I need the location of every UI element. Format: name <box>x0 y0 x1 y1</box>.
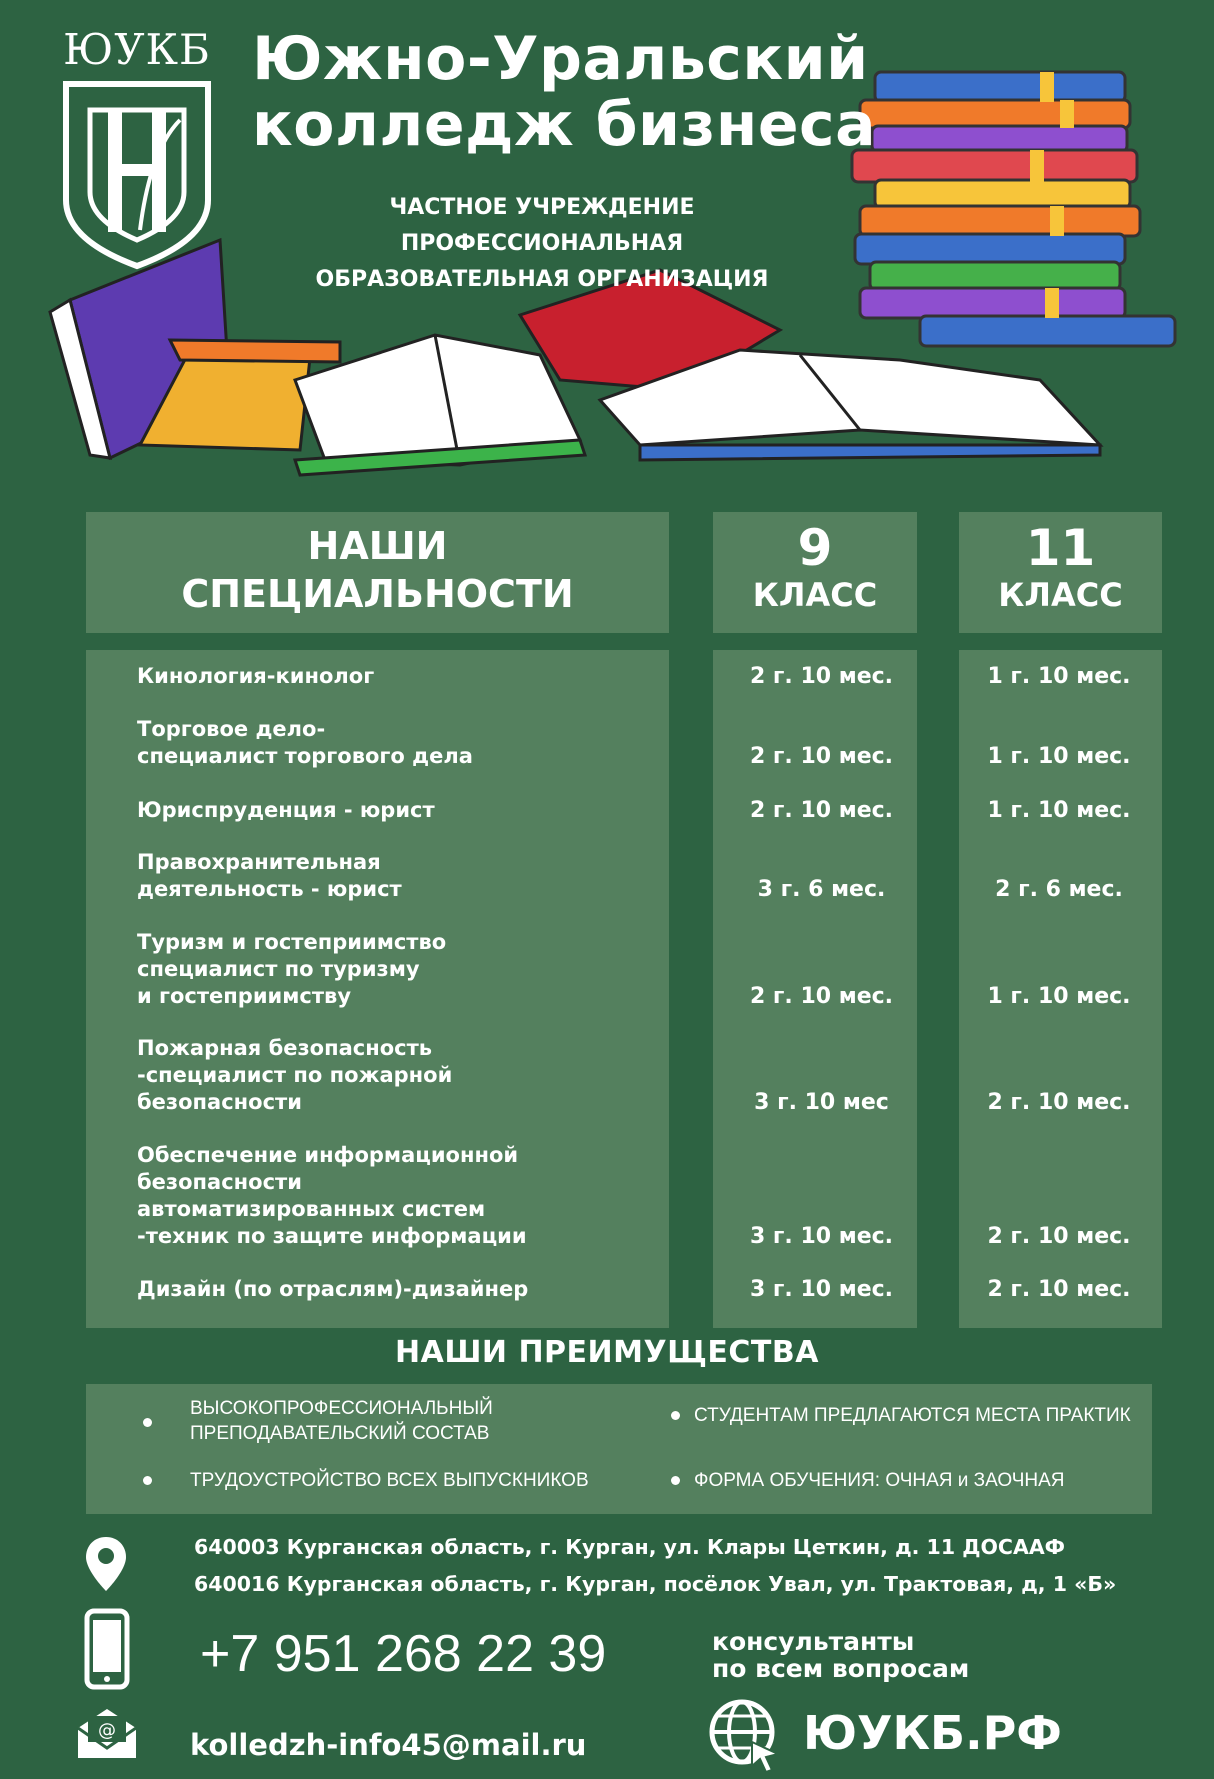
specialties-header-line-1: НАШИ <box>307 524 448 568</box>
specialty-name: Кинология-кинолог <box>137 664 375 688</box>
specialties-header <box>86 512 669 633</box>
address-line-1: 640003 Курганская область, г. Курган, ул. Клары Цеткин, д. 11 ДОСААФ <box>194 1535 1066 1559</box>
grade11-label: КЛАСС <box>998 576 1123 614</box>
title-line-1: Южно-Уральский <box>252 24 869 94</box>
grade11-duration: 2 г. 10 мес. <box>987 1090 1131 1115</box>
grade9-duration: 3 г. 10 мес <box>754 1090 889 1115</box>
advantage-item: ТРУДОУСТРОЙСТВО ВСЕХ ВЫПУСКНИКОВ <box>190 1470 589 1491</box>
location-pin-icon <box>84 1535 128 1593</box>
bullet-icon <box>671 1411 680 1420</box>
grade11-header <box>959 512 1162 633</box>
grade11-duration: 2 г. 10 мес. <box>987 1224 1131 1249</box>
grade9-duration: 2 г. 10 мес. <box>749 984 894 1009</box>
bullet-icon <box>671 1476 680 1485</box>
email-address[interactable]: kolledzh-info45@mail.ru <box>190 1728 587 1762</box>
grade11-duration: 2 г. 10 мес. <box>987 1277 1131 1302</box>
advantages-title: НАШИ ПРЕИМУЩЕСТВА <box>395 1335 819 1370</box>
grade11-duration: 2 г. 6 мес. <box>995 877 1123 902</box>
consultants-note <box>712 1628 969 1682</box>
grade9-duration: 2 г. 10 мес. <box>749 798 894 823</box>
advantage-item: ФОРМА ОБУЧЕНИЯ: ОЧНАЯ и ЗАОЧНАЯ <box>694 1470 1065 1491</box>
specialties-header-line-2: СПЕЦИАЛЬНОСТИ <box>181 572 574 616</box>
specialty-name: Торговое дело- специалист торгового дела <box>137 717 473 768</box>
grade9-duration: 3 г. 10 мес. <box>749 1277 894 1302</box>
shield-icon <box>60 80 214 270</box>
specialty-name: Обеспечение информационной безопасности автоматизированных систем -техник по защите информации <box>137 1143 527 1248</box>
logo-abbreviation: ЮУКБ <box>63 25 211 74</box>
college-logo <box>52 25 222 273</box>
college-title <box>252 26 876 158</box>
college-subtitle <box>252 190 832 298</box>
consult-line-2: по всем вопросам <box>712 1654 970 1683</box>
specialty-name: Юриспруденция - юрист <box>137 798 435 822</box>
subtitle-line-1: ЧАСТНОЕ УЧРЕЖДЕНИЕ ПРОФЕССИОНАЛЬНАЯ <box>389 195 695 256</box>
grade9-duration: 2 г. 10 мес. <box>749 744 894 769</box>
grade11-duration: 1 г. 10 мес. <box>987 664 1131 689</box>
grade11-number: 11 <box>1025 519 1096 577</box>
grade9-number: 9 <box>797 519 833 577</box>
specialty-name: Дизайн (по отраслям)-дизайнер <box>137 1277 529 1301</box>
phone-number[interactable]: +7 951 268 22 39 <box>200 1625 607 1683</box>
grade11-duration: 1 г. 10 мес. <box>987 744 1131 769</box>
bullet-icon <box>143 1418 152 1427</box>
specialty-name: Пожарная безопасность -специалист по пожарной безопасности <box>137 1036 453 1114</box>
grade11-duration: 1 г. 10 мес. <box>987 984 1131 1009</box>
advantage-item: ВЫСОКОПРОФЕССИОНАЛЬНЫЙ ПРЕПОДАВАТЕЛЬСКИЙ СОСТАВ <box>190 1398 493 1444</box>
grade9-duration: 3 г. 6 мес. <box>757 877 886 902</box>
grade9-duration: 3 г. 10 мес. <box>749 1224 894 1249</box>
grade9-label: КЛАСС <box>752 576 878 614</box>
phone-icon <box>84 1608 130 1690</box>
grade11-duration: 1 г. 10 мес. <box>987 798 1131 823</box>
consult-line-1: консультанты <box>712 1627 915 1656</box>
title-line-2: колледж бизнеса <box>252 90 877 160</box>
grade9-duration: 2 г. 10 мес. <box>749 664 894 689</box>
specialty-name: Туризм и гостеприимство специалист по туризму и гостеприимству <box>137 930 447 1008</box>
grade9-header <box>713 512 917 633</box>
address-line-2: 640016 Курганская область, г. Курган, посёлок Увал, ул. Трактовая, д, 1 «Б» <box>194 1572 1117 1596</box>
subtitle-line-2: ОБРАЗОВАТЕЛЬНАЯ ОРГАНИЗАЦИЯ <box>315 267 769 292</box>
advantage-item: СТУДЕНТАМ ПРЕДЛАГАЮТСЯ МЕСТА ПРАКТИК <box>694 1405 1131 1426</box>
website-link[interactable]: ЮУКБ.РФ <box>803 1706 1062 1760</box>
specialty-name: Правохранительная деятельность - юрист <box>137 850 402 901</box>
globe-icon <box>708 1698 784 1774</box>
bullet-icon <box>143 1476 152 1485</box>
email-icon <box>74 1706 140 1762</box>
svg-text:@: @ <box>98 1720 116 1741</box>
